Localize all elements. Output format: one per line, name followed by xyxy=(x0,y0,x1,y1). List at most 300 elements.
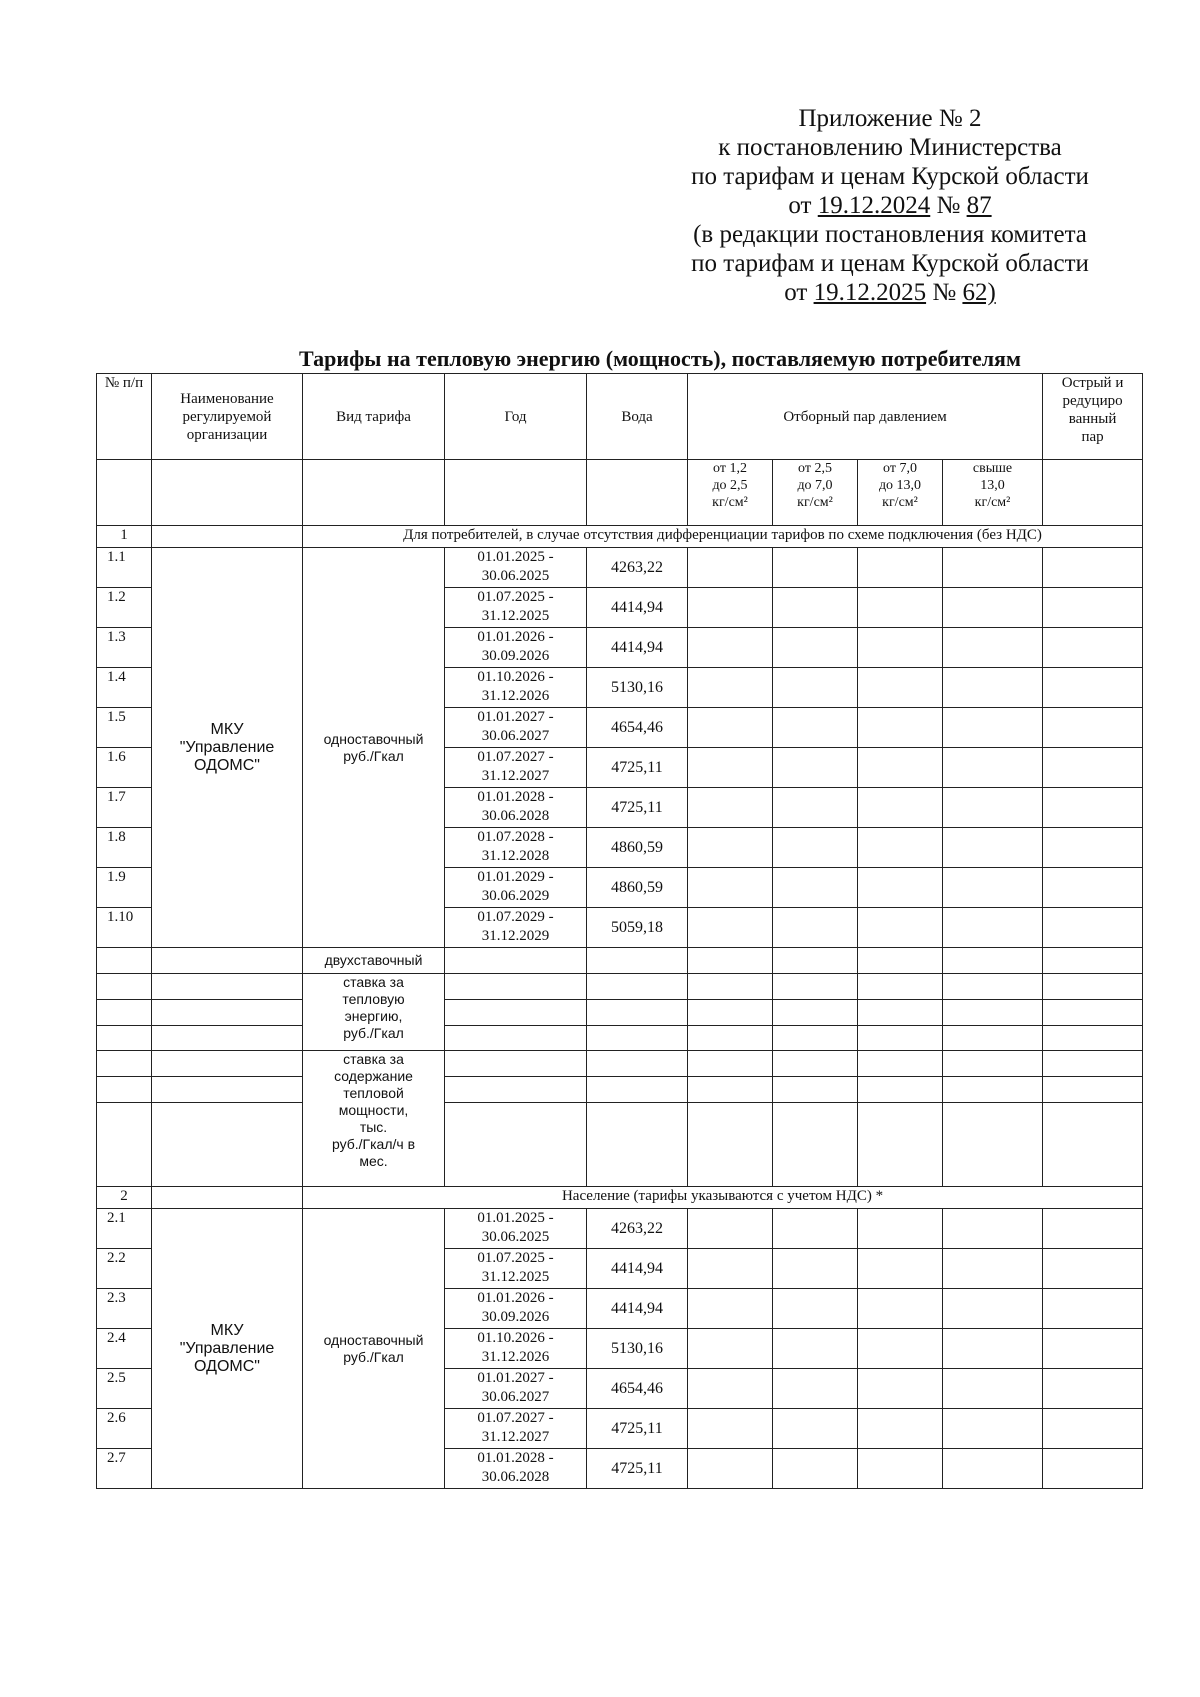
empty-cell xyxy=(943,868,1043,908)
sharp-line: ванный xyxy=(1068,411,1117,427)
empty-cell xyxy=(943,788,1043,828)
empty-cell xyxy=(445,460,587,526)
tariff-table xyxy=(96,373,1143,1489)
col-header-org: Наименование регулируемой организации xyxy=(152,374,303,460)
empty-cell xyxy=(688,628,773,668)
period-end: 30.06.2029 xyxy=(481,888,550,904)
capacity-rate-label xyxy=(303,1051,445,1187)
capacity-rate-row xyxy=(97,1051,1143,1077)
cell-line: содержание xyxy=(334,1068,413,1084)
empty-cell xyxy=(688,788,773,828)
period-end: 31.12.2027 xyxy=(481,768,550,784)
empty-cell xyxy=(943,1103,1043,1187)
empty-cell xyxy=(1043,1289,1143,1329)
empty-cell xyxy=(688,948,773,974)
empty-cell xyxy=(688,1209,773,1249)
empty-cell xyxy=(1043,708,1143,748)
empty-cell xyxy=(943,908,1043,948)
pressure-text: до 7,0 xyxy=(797,478,833,493)
cell-line: руб./Гкал/ч в xyxy=(331,1136,416,1152)
empty-cell xyxy=(97,460,152,526)
pressure-unit: кг/см² xyxy=(974,495,1011,510)
empty-cell xyxy=(303,460,445,526)
empty-cell xyxy=(858,1103,943,1187)
cell-line: "Управление xyxy=(179,738,275,756)
period-start: 01.07.2028 - xyxy=(477,829,554,845)
water-tariff-value: 5059,18 xyxy=(587,908,688,948)
period-cell xyxy=(445,1249,587,1289)
cell-line: руб./Гкал xyxy=(343,747,404,764)
period-end: 30.06.2027 xyxy=(481,1389,550,1405)
empty-cell xyxy=(773,1051,858,1077)
period-cell xyxy=(445,748,587,788)
empty-cell xyxy=(858,668,943,708)
cell-line: тыс. xyxy=(359,1119,388,1135)
empty-cell xyxy=(1043,948,1143,974)
empty-cell xyxy=(943,1369,1043,1409)
empty-cell xyxy=(688,1077,773,1103)
energy-rate-row xyxy=(97,1026,1143,1051)
period-start: 01.07.2025 - xyxy=(477,1250,554,1266)
header-number-sign: № xyxy=(926,279,963,306)
empty-cell xyxy=(1043,1329,1143,1369)
sharp-line: пар xyxy=(1081,429,1104,445)
two-part-row xyxy=(97,948,1143,974)
row-number: 2.7 xyxy=(97,1449,152,1489)
empty-cell xyxy=(858,788,943,828)
period-start: 01.07.2029 - xyxy=(477,909,554,925)
empty-cell xyxy=(943,948,1043,974)
empty-cell xyxy=(858,1449,943,1489)
period-end: 31.12.2029 xyxy=(481,928,550,944)
empty-cell xyxy=(773,868,858,908)
empty-cell xyxy=(1043,1249,1143,1289)
row-number: 1.2 xyxy=(97,588,152,628)
water-tariff-value: 5130,16 xyxy=(587,1329,688,1369)
empty-cell xyxy=(97,1000,152,1026)
header-line-3: по тарифам и ценам Курской области xyxy=(691,163,1089,190)
water-tariff-value: 4263,22 xyxy=(587,548,688,588)
empty-cell xyxy=(773,748,858,788)
empty-cell xyxy=(943,1051,1043,1077)
period-end: 31.12.2028 xyxy=(481,848,550,864)
empty-cell xyxy=(858,828,943,868)
empty-cell xyxy=(858,1369,943,1409)
period-start: 01.07.2025 - xyxy=(477,589,554,605)
tariff-type xyxy=(303,548,445,948)
empty-cell xyxy=(858,1000,943,1026)
empty-cell xyxy=(587,1077,688,1103)
pressure-range-2 xyxy=(773,460,858,526)
empty-cell xyxy=(858,974,943,1000)
period-cell xyxy=(445,708,587,748)
pressure-range-1 xyxy=(688,460,773,526)
empty-cell xyxy=(943,974,1043,1000)
capacity-rate-row xyxy=(97,1077,1143,1103)
empty-cell xyxy=(943,828,1043,868)
energy-rate-row xyxy=(97,1000,1143,1026)
pressure-unit: кг/см² xyxy=(712,495,748,510)
empty-cell xyxy=(773,1026,858,1051)
water-tariff-value: 4725,11 xyxy=(587,788,688,828)
empty-cell xyxy=(1043,868,1143,908)
empty-cell xyxy=(773,1000,858,1026)
period-end: 30.06.2027 xyxy=(481,728,550,744)
empty-cell xyxy=(688,1329,773,1369)
row-number: 1.7 xyxy=(97,788,152,828)
empty-cell xyxy=(152,526,303,548)
water-tariff-value: 4414,94 xyxy=(587,1289,688,1329)
empty-cell xyxy=(773,1289,858,1329)
empty-cell xyxy=(97,1051,152,1077)
pressure-text: от 7,0 xyxy=(883,461,917,476)
empty-cell xyxy=(1043,1026,1143,1051)
period-cell xyxy=(445,588,587,628)
header-decree-number: 87 xyxy=(966,192,992,219)
organization-name xyxy=(152,1209,303,1489)
empty-cell xyxy=(858,748,943,788)
empty-cell xyxy=(688,1409,773,1449)
pressure-header-row xyxy=(97,460,1143,526)
empty-cell xyxy=(858,1209,943,1249)
empty-cell xyxy=(858,948,943,974)
water-tariff-value: 4654,46 xyxy=(587,708,688,748)
period-end: 30.06.2025 xyxy=(481,568,550,584)
empty-cell xyxy=(1043,974,1143,1000)
period-start: 01.01.2029 - xyxy=(477,869,554,885)
empty-cell xyxy=(688,548,773,588)
water-tariff-value: 4414,94 xyxy=(587,1249,688,1289)
empty-cell xyxy=(152,1051,303,1077)
empty-cell xyxy=(1043,548,1143,588)
empty-cell xyxy=(943,1289,1043,1329)
empty-cell xyxy=(773,908,858,948)
empty-cell xyxy=(773,1077,858,1103)
empty-cell xyxy=(773,974,858,1000)
empty-cell xyxy=(773,668,858,708)
period-start: 01.01.2026 - xyxy=(477,629,554,645)
sharp-line: редуциро xyxy=(1062,393,1123,409)
section-number: 2 xyxy=(97,1187,152,1209)
empty-cell xyxy=(773,828,858,868)
empty-cell xyxy=(445,1051,587,1077)
empty-cell xyxy=(773,948,858,974)
empty-cell xyxy=(1043,1449,1143,1489)
section-row xyxy=(97,526,1143,548)
empty-cell xyxy=(587,1051,688,1077)
empty-cell xyxy=(943,588,1043,628)
row-number: 2.3 xyxy=(97,1289,152,1329)
cell-line: руб./Гкал xyxy=(343,1025,404,1041)
pressure-text: от 1,2 xyxy=(713,461,747,476)
cell-line: "Управление xyxy=(179,1339,275,1357)
cell-line: ставка за xyxy=(343,1051,404,1067)
empty-cell xyxy=(688,748,773,788)
empty-cell xyxy=(858,548,943,588)
empty-cell xyxy=(858,908,943,948)
water-tariff-value: 4725,11 xyxy=(587,748,688,788)
col-header-steam: Отборный пар давлением xyxy=(688,374,1043,460)
empty-cell xyxy=(1043,788,1143,828)
empty-cell xyxy=(97,1026,152,1051)
period-cell xyxy=(445,1449,587,1489)
empty-cell xyxy=(943,1209,1043,1249)
energy-rate-label xyxy=(303,974,445,1051)
period-cell xyxy=(445,1209,587,1249)
cell-line: ОДОМС" xyxy=(194,756,260,774)
empty-cell xyxy=(152,974,303,1000)
empty-cell xyxy=(445,948,587,974)
empty-cell xyxy=(587,460,688,526)
period-cell xyxy=(445,1289,587,1329)
header-line-4 xyxy=(640,191,1140,220)
row-number: 1.5 xyxy=(97,708,152,748)
empty-cell xyxy=(1043,828,1143,868)
empty-cell xyxy=(1043,460,1143,526)
period-end: 31.12.2025 xyxy=(481,608,550,624)
empty-cell xyxy=(152,1077,303,1103)
cell-line: тепловой xyxy=(343,1085,404,1101)
header-number-sign: № xyxy=(930,192,967,219)
period-start: 01.07.2027 - xyxy=(477,749,554,765)
capacity-rate-row xyxy=(97,1103,1143,1187)
tariff-row xyxy=(97,548,1143,588)
empty-cell xyxy=(445,1103,587,1187)
empty-cell xyxy=(858,1249,943,1289)
empty-cell xyxy=(858,1026,943,1051)
col-header-water: Вода xyxy=(587,374,688,460)
empty-cell xyxy=(445,1000,587,1026)
empty-cell xyxy=(773,788,858,828)
period-start: 01.01.2027 - xyxy=(477,1370,554,1386)
empty-cell xyxy=(943,1449,1043,1489)
empty-cell xyxy=(1043,628,1143,668)
period-cell xyxy=(445,548,587,588)
sharp-line: Острый и xyxy=(1061,375,1124,391)
empty-cell xyxy=(152,1187,303,1209)
empty-cell xyxy=(773,588,858,628)
empty-cell xyxy=(773,1249,858,1289)
empty-cell xyxy=(587,1026,688,1051)
row-number: 1.10 xyxy=(97,908,152,948)
header-decree-date: 19.12.2024 xyxy=(817,192,931,219)
cell-line: ОДОМС" xyxy=(194,1357,260,1375)
period-start: 01.01.2025 - xyxy=(477,1210,554,1226)
cell-line: одноставочный xyxy=(323,730,424,747)
empty-cell xyxy=(97,948,152,974)
empty-cell xyxy=(445,1026,587,1051)
empty-cell xyxy=(858,1051,943,1077)
organization-name xyxy=(152,548,303,948)
period-start: 01.01.2027 - xyxy=(477,709,554,725)
empty-cell xyxy=(688,1026,773,1051)
empty-cell xyxy=(858,628,943,668)
empty-cell xyxy=(773,628,858,668)
row-number: 2.5 xyxy=(97,1369,152,1409)
water-tariff-value: 4414,94 xyxy=(587,628,688,668)
row-number: 2.6 xyxy=(97,1409,152,1449)
empty-cell xyxy=(943,1000,1043,1026)
period-end: 30.09.2026 xyxy=(481,1309,550,1325)
empty-cell xyxy=(152,460,303,526)
pressure-text: до 2,5 xyxy=(712,478,748,493)
energy-rate-row xyxy=(97,974,1143,1000)
cell-line: МКУ xyxy=(210,1321,244,1339)
empty-cell xyxy=(1043,1077,1143,1103)
cell-line: мес. xyxy=(359,1153,388,1169)
empty-cell xyxy=(152,948,303,974)
empty-cell xyxy=(587,974,688,1000)
header-prefix: от xyxy=(788,192,818,219)
empty-cell xyxy=(1043,748,1143,788)
empty-cell xyxy=(943,1409,1043,1449)
tariff-row xyxy=(97,1209,1143,1249)
period-cell xyxy=(445,788,587,828)
empty-cell xyxy=(943,668,1043,708)
water-tariff-value: 4414,94 xyxy=(587,588,688,628)
period-end: 31.12.2025 xyxy=(481,1269,550,1285)
period-start: 01.01.2028 - xyxy=(477,789,554,805)
empty-cell xyxy=(97,974,152,1000)
empty-cell xyxy=(773,708,858,748)
water-tariff-value: 5130,16 xyxy=(587,668,688,708)
period-end: 31.12.2026 xyxy=(481,1349,550,1365)
empty-cell xyxy=(943,548,1043,588)
period-end: 30.06.2028 xyxy=(481,808,550,824)
empty-cell xyxy=(1043,1369,1143,1409)
cell-line: мощности, xyxy=(338,1102,409,1118)
empty-cell xyxy=(688,1289,773,1329)
col-header-tariff-type: Вид тарифа xyxy=(303,374,445,460)
empty-cell xyxy=(445,1077,587,1103)
header-line-1: Приложение № 2 xyxy=(798,105,982,132)
empty-cell xyxy=(858,1409,943,1449)
pressure-range-3 xyxy=(858,460,943,526)
empty-cell xyxy=(1043,668,1143,708)
water-tariff-value: 4263,22 xyxy=(587,1209,688,1249)
empty-cell xyxy=(858,868,943,908)
empty-cell xyxy=(943,1249,1043,1289)
empty-cell xyxy=(688,974,773,1000)
pressure-unit: кг/см² xyxy=(882,495,918,510)
water-tariff-value: 4654,46 xyxy=(587,1369,688,1409)
cell-line: ставка за xyxy=(343,974,404,990)
row-number: 2.4 xyxy=(97,1329,152,1369)
empty-cell xyxy=(688,868,773,908)
empty-cell xyxy=(773,1409,858,1449)
period-end: 30.06.2028 xyxy=(481,1469,550,1485)
empty-cell xyxy=(773,1209,858,1249)
empty-cell xyxy=(688,1449,773,1489)
period-start: 01.01.2028 - xyxy=(477,1450,554,1466)
pressure-text: от 2,5 xyxy=(798,461,832,476)
period-cell xyxy=(445,828,587,868)
row-number: 1.8 xyxy=(97,828,152,868)
empty-cell xyxy=(688,908,773,948)
empty-cell xyxy=(688,1249,773,1289)
period-start: 01.10.2026 - xyxy=(477,669,554,685)
period-cell xyxy=(445,908,587,948)
empty-cell xyxy=(587,948,688,974)
empty-cell xyxy=(773,1369,858,1409)
empty-cell xyxy=(688,1000,773,1026)
header-line-6: по тарифам и ценам Курской области xyxy=(691,250,1089,277)
empty-cell xyxy=(943,628,1043,668)
cell-line: МКУ xyxy=(210,720,244,738)
period-end: 31.12.2027 xyxy=(481,1429,550,1445)
empty-cell xyxy=(97,1103,152,1187)
section-number: 1 xyxy=(97,526,152,548)
pressure-text: до 13,0 xyxy=(878,478,922,493)
table-title: Тарифы на тепловую энергию (мощность), поставляемую потребителям xyxy=(299,346,1021,371)
pressure-text: свыше xyxy=(972,461,1013,476)
empty-cell xyxy=(858,1329,943,1369)
period-cell xyxy=(445,668,587,708)
empty-cell xyxy=(688,708,773,748)
empty-cell xyxy=(1043,1103,1143,1187)
pressure-unit: кг/см² xyxy=(797,495,833,510)
empty-cell xyxy=(688,1051,773,1077)
section-label: Население (тарифы указываются с учетом НДС) * xyxy=(303,1187,1143,1209)
empty-cell xyxy=(445,974,587,1000)
empty-cell xyxy=(152,1103,303,1187)
header-revision-number: 62) xyxy=(962,279,996,306)
period-start: 01.10.2026 - xyxy=(477,1330,554,1346)
empty-cell xyxy=(1043,1000,1143,1026)
header-line-5: (в редакции постановления комитета xyxy=(693,221,1087,248)
pressure-text: 13,0 xyxy=(980,478,1005,493)
period-start: 01.01.2026 - xyxy=(477,1290,554,1306)
period-end: 30.06.2025 xyxy=(481,1229,550,1245)
empty-cell xyxy=(1043,1409,1143,1449)
period-cell xyxy=(445,1409,587,1449)
empty-cell xyxy=(773,1329,858,1369)
row-number: 2.2 xyxy=(97,1249,152,1289)
col-header-sharp-steam xyxy=(1043,374,1143,460)
empty-cell xyxy=(943,708,1043,748)
period-start: 01.01.2025 - xyxy=(477,549,554,565)
empty-cell xyxy=(587,1000,688,1026)
water-tariff-value: 4860,59 xyxy=(587,828,688,868)
empty-cell xyxy=(1043,588,1143,628)
col-header-year: Год xyxy=(445,374,587,460)
document-header xyxy=(640,104,1140,307)
empty-cell xyxy=(97,1077,152,1103)
section-label: Для потребителей, в случае отсутствия дифференциации тарифов по схеме подключения (без НДС) xyxy=(303,526,1143,548)
row-number: 1.4 xyxy=(97,668,152,708)
col-header-num: № п/п xyxy=(97,374,152,460)
cell-line: руб./Гкал xyxy=(343,1348,404,1365)
empty-cell xyxy=(688,1369,773,1409)
empty-cell xyxy=(688,828,773,868)
tariff-type xyxy=(303,1209,445,1489)
row-number: 1.6 xyxy=(97,748,152,788)
section-row xyxy=(97,1187,1143,1209)
empty-cell xyxy=(587,1103,688,1187)
empty-cell xyxy=(858,1289,943,1329)
empty-cell xyxy=(858,588,943,628)
header-revision-date: 19.12.2025 xyxy=(813,279,927,306)
empty-cell xyxy=(858,1077,943,1103)
pressure-range-4 xyxy=(943,460,1043,526)
header-row xyxy=(97,374,1143,460)
header-prefix: от xyxy=(784,279,814,306)
row-number: 1.1 xyxy=(97,548,152,588)
empty-cell xyxy=(1043,908,1143,948)
water-tariff-value: 4860,59 xyxy=(587,868,688,908)
empty-cell xyxy=(688,668,773,708)
header-line-2: к постановлению Министерства xyxy=(718,134,1062,161)
